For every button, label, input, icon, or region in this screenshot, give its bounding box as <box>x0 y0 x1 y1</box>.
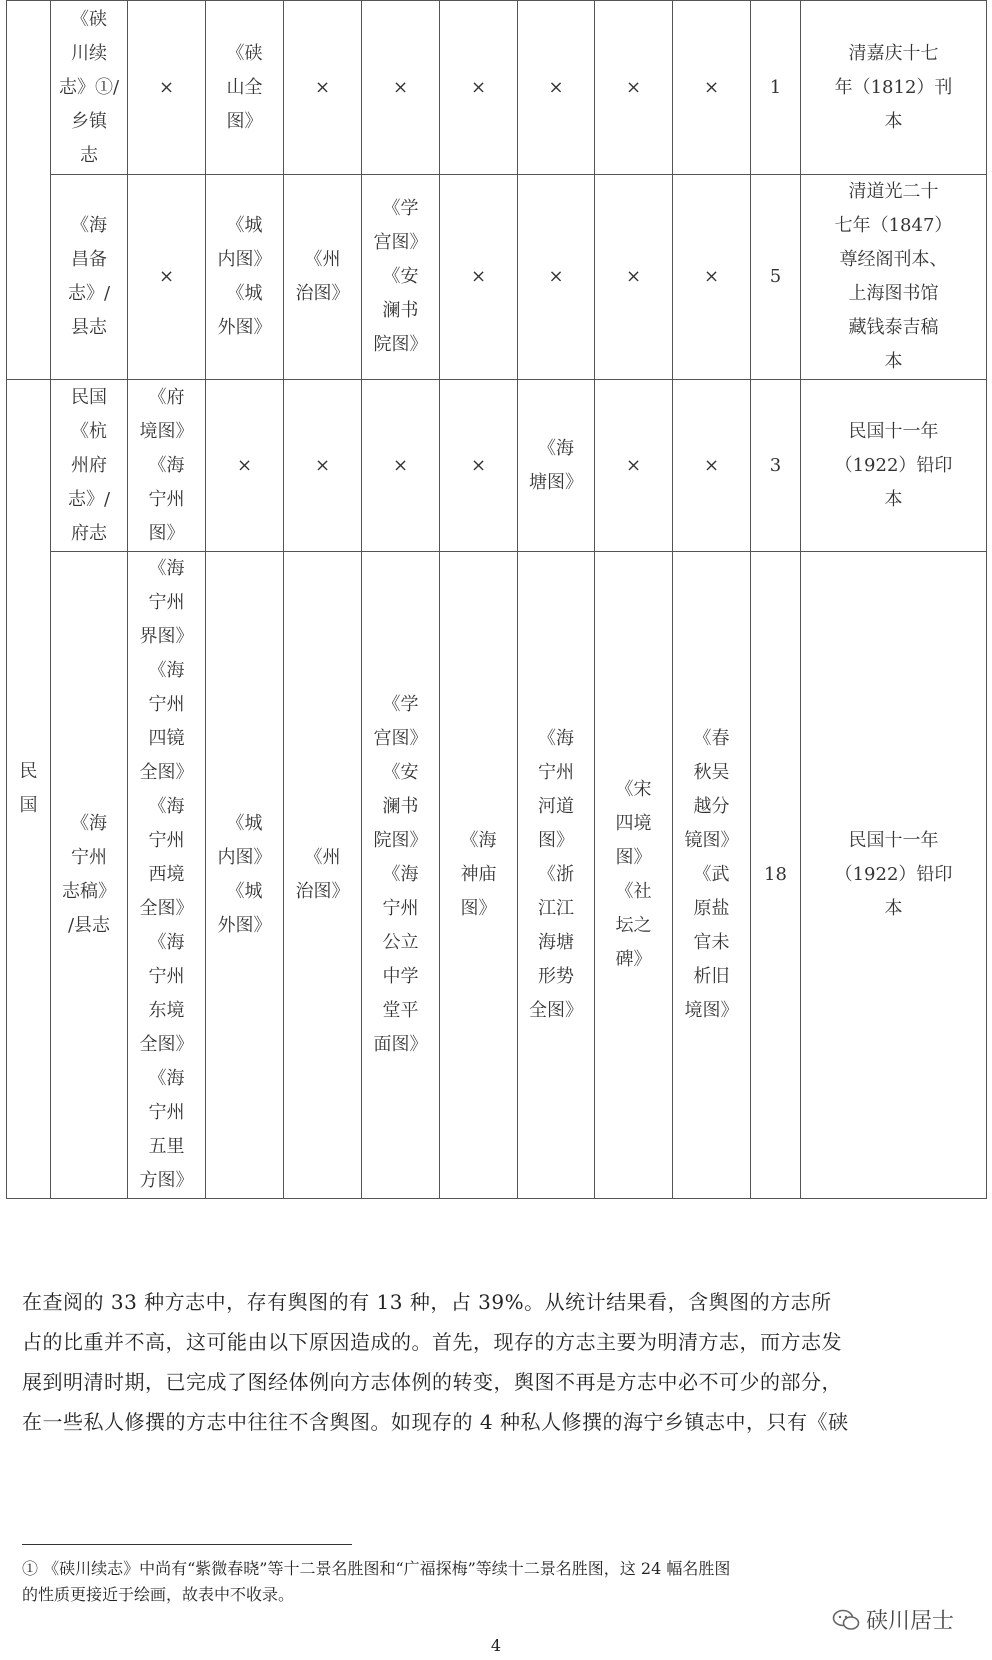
map-cell: 《宋 四境 图》 《社 坛之 碑》 <box>595 552 673 1199</box>
map-cell: × <box>595 175 673 380</box>
gazetteer-name-cell: 《海 昌备 志》/ 县志 <box>51 175 128 380</box>
edition-cell: 民国十一年 （1922）铅印 本 <box>801 552 987 1199</box>
map-count-cell: 1 <box>751 1 801 175</box>
map-cell: × <box>518 1 595 175</box>
map-cell: 《海 神庙 图》 <box>440 552 518 1199</box>
edition-cell: 民国十一年 （1922）铅印 本 <box>801 380 987 552</box>
edition-cell: 清嘉庆十七 年（1812）刊 本 <box>801 1 987 175</box>
table-row <box>7 552 987 1199</box>
body-paragraph-line-4: 在一些私人修撰的方志中往往不含舆图。如现存的 4 种私人修撰的海宁乡镇志中，只有《硖 <box>22 1410 849 1434</box>
body-paragraph-line-2: 占的比重并不高，这可能由以下原因造成的。首先，现存的方志主要为明清方志，而方志发 <box>22 1330 842 1354</box>
map-cell: 《学 宫图》 《安 澜书 院图》 <box>362 175 440 380</box>
body-paragraph-line-3: 展到明清时期，已完成了图经体例向方志体例的转变，舆图不再是方志中必不可少的部分， <box>22 1370 842 1394</box>
gazetteer-name-cell: 《硖 川续 志》①/ 乡镇 志 <box>51 1 128 175</box>
map-cell: 《府 境图》 《海 宁州 图》 <box>128 380 206 552</box>
table-row <box>7 175 987 380</box>
edition-cell: 清道光二十 七年（1847） 尊经阁刊本、 上海图书馆 藏钱泰吉稿 本 <box>801 175 987 380</box>
footnote-line-1: ① 《硖川续志》中尚有“紫微春晓”等十二景名胜图和“广福探梅”等续十二景名胜图，这 24 幅名胜图 <box>22 1559 731 1578</box>
map-cell: × <box>595 1 673 175</box>
footnote-line-2: 的性质更接近于绘画，故表中不收录。 <box>22 1585 295 1604</box>
map-cell: × <box>128 175 206 380</box>
footnote-divider <box>22 1544 352 1545</box>
page-number: 4 <box>490 1636 502 1655</box>
map-cell: × <box>362 380 440 552</box>
map-cell: × <box>595 380 673 552</box>
map-cell: 《硖 山全 图》 <box>206 1 284 175</box>
map-cell: × <box>518 175 595 380</box>
wechat-icon <box>832 1609 860 1631</box>
wechat-watermark <box>832 1604 954 1635</box>
map-cell: × <box>673 380 751 552</box>
map-cell: 《海 宁州 界图》 《海 宁州 四镜 全图》 《海 宁州 西境 全图》 《海 宁州 东境 全图》 《海 宁州 五里 方图》 <box>128 552 206 1199</box>
era-cell-minguo: 民国 <box>7 380 51 1199</box>
map-cell: 《海 塘图》 <box>518 380 595 552</box>
map-cell: 《州 治图》 <box>284 552 362 1199</box>
footnote <box>22 1556 972 1608</box>
map-cell: 《城 内图》 《城 外图》 <box>206 175 284 380</box>
map-cell: × <box>284 380 362 552</box>
table-row <box>7 380 987 552</box>
map-cell: × <box>362 1 440 175</box>
map-cell: 《海 宁州 河道 图》 《浙 江江 海塘 形势 全图》 <box>518 552 595 1199</box>
map-cell: × <box>440 380 518 552</box>
era-cell-qing <box>7 1 51 380</box>
map-count-cell: 5 <box>751 175 801 380</box>
map-cell: 《州 治图》 <box>284 175 362 380</box>
map-count-cell: 3 <box>751 380 801 552</box>
map-count-cell: 18 <box>751 552 801 1199</box>
map-cell: × <box>673 1 751 175</box>
table-row <box>7 1 987 175</box>
map-cell: × <box>440 1 518 175</box>
body-paragraph-line-1: 在查阅的 33 种方志中，存有舆图的有 13 种，占 39%。从统计结果看，含舆图的方志所 <box>22 1290 832 1314</box>
map-cell: 《城 内图》 《城 外图》 <box>206 552 284 1199</box>
gazetteer-map-table <box>6 0 987 1199</box>
map-cell: × <box>440 175 518 380</box>
map-cell: × <box>206 380 284 552</box>
map-cell: × <box>128 1 206 175</box>
map-cell: × <box>284 1 362 175</box>
map-cell: × <box>673 175 751 380</box>
map-cell: 《春 秋吴 越分 镜图》 《武 原盐 官未 析旧 境图》 <box>673 552 751 1199</box>
map-cell: 《学 宫图》 《安 澜书 院图》 《海 宁州 公立 中学 堂平 面图》 <box>362 552 440 1199</box>
watermark-text: 硖川居士 <box>866 1609 955 1634</box>
gazetteer-name-cell: 《海 宁州 志稿》 /县志 <box>51 552 128 1199</box>
gazetteer-name-cell: 民国 《杭 州府 志》/ 府志 <box>51 380 128 552</box>
